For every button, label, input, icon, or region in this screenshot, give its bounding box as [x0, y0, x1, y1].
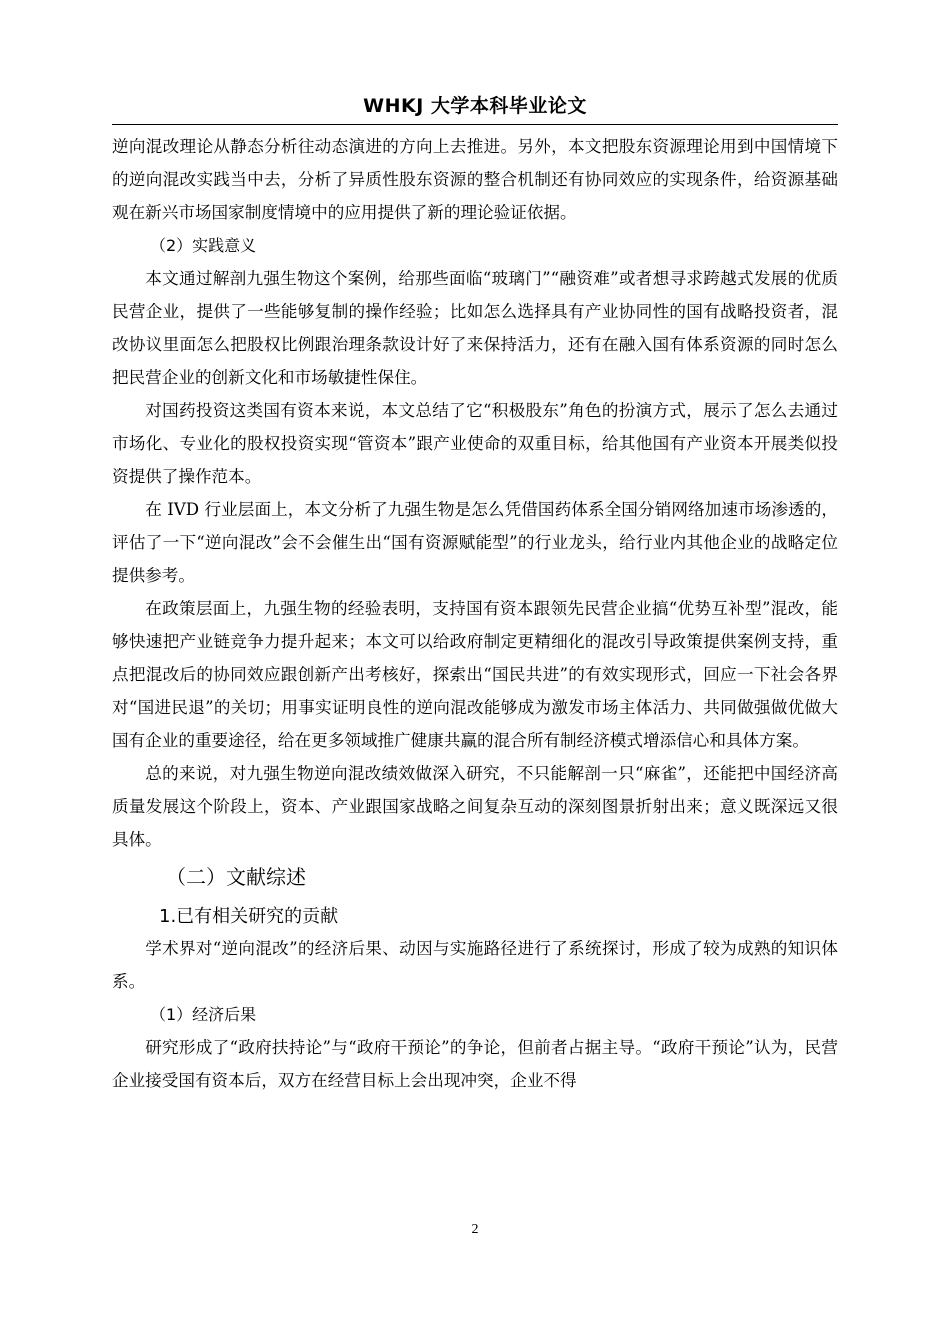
- paragraph-state-capital: 对国药投资这类国有资本来说，本文总结了它“积极股东”角色的扮演方式，展示了怎么去通过市场化、专业化的股权投资实现“管资本”跟产业使命的双重目标，给其他国有产业资本开展类似投资提供了操作范本。: [112, 401, 838, 486]
- header-title: WHKJ 大学本科毕业论文: [363, 95, 587, 117]
- paragraph-ivd-industry: 在 IVD 行业层面上，本文分析了九强生物是怎么凭借国药体系全国分销网络加速市场渗透的，评估了一下“逆向混改”会不会催生出“国有资源赋能型”的行业龙头，给行业内其他企业的战略定位提供参考。: [112, 500, 838, 585]
- paragraph-academic-overview: 学术界对“逆向混改”的经济后果、动因与实施路径进行了系统探讨，形成了较为成熟的知识体系。: [112, 939, 838, 991]
- document-body: [112, 130, 838, 1097]
- subheading-practical-significance: （2）实践意义: [150, 236, 257, 255]
- paragraph-debate: 研究形成了“政府扶持论”与“政府干预论”的争论，但前者占据主导。“政府干预论”认为，民营企业接受国有资本后，双方在经营目标上会出现冲突，企业不得: [112, 1038, 838, 1090]
- paragraph-theory-continued: 逆向混改理论从静态分析往动态演进的方向上去推进。另外，本文把股东资源理论用到中国情境下的逆向混改实践当中去，分析了异质性股东资源的整合机制还有协同效应的实现条件，给资源基础观在新兴市场国家制度情境中的应用提供了新的理论验证依据。: [112, 137, 838, 222]
- paragraph-summary: 总的来说，对九强生物逆向混改绩效做深入研究，不只能解剖一只“麻雀”，还能把中国经济高质量发展这个阶段上，资本、产业跟国家战略之间复杂互动的深刻图景折射出来；意义既深远又很具体。: [112, 764, 838, 849]
- page-header: [112, 94, 838, 125]
- section-heading-literature-review: （二）文献综述: [166, 865, 306, 889]
- subheading-economic-consequences: （1）经济后果: [150, 1005, 257, 1024]
- subsection-heading-contributions: 1.已有相关研究的贡献: [159, 906, 339, 927]
- page-number: 2: [471, 1222, 479, 1237]
- paragraph-case-analysis: 本文通过解剖九强生物这个案例，给那些面临“玻璃门”“融资难”或者想寻求跨越式发展的优质民营企业，提供了一些能够复制的操作经验；比如怎么选择具有产业协同性的国有战略投资者，混改协议里面怎么把股权比例跟治理条款设计好了来保持活力，还有在融入国有体系资源的同时怎么把民营企业的创新文化和市场敏捷性保住。: [112, 269, 838, 387]
- paragraph-policy: 在政策层面上，九强生物的经验表明，支持国有资本跟领先民营企业搞“优势互补型”混改，能够快速把产业链竞争力提升起来；本文可以给政府制定更精细化的混改引导政策提供案例支持，重点把混改后的协同效应跟创新产出考核好，探索出“国民共进”的有效实现形式，回应一下社会各界对“国进民退”的关切；用事实证明良性的逆向混改能够成为激发市场主体活力、共同做强做优做大国有企业的重要途径，给在更多领域推广健康共赢的混合所有制经济模式增添信心和具体方案。: [112, 599, 838, 750]
